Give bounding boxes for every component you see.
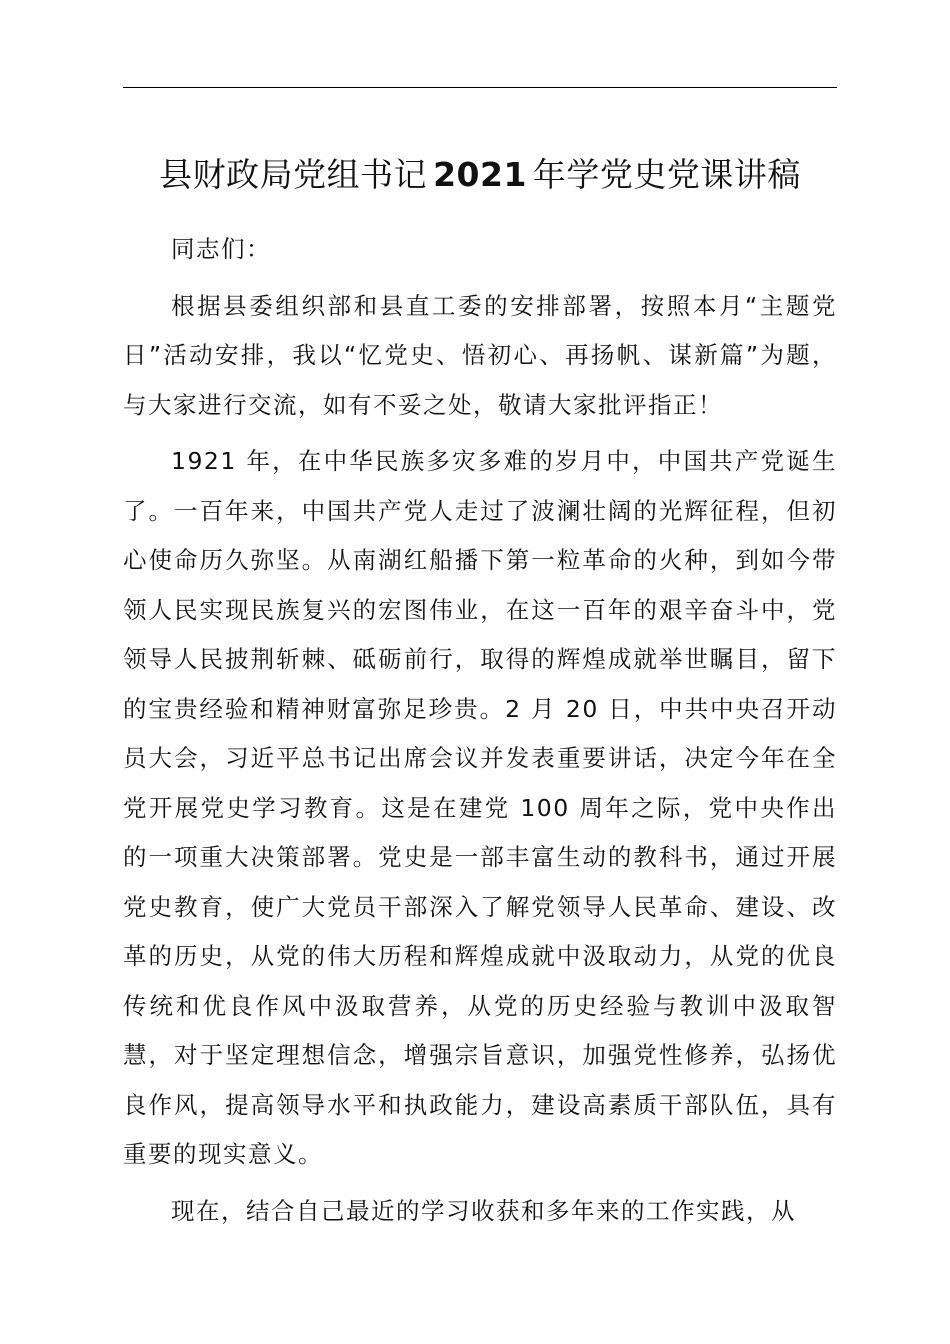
title-suffix: 年学党史党课讲稿 bbox=[532, 155, 801, 194]
document-title bbox=[123, 150, 837, 200]
paragraph-3: 现在，结合自己最近的学习收获和多年来的工作实践，从 bbox=[171, 1196, 796, 1225]
paragraph-2: 1921 年，在中华民族多灾多难的岁月中，中国共产党诞生了。一百年来，中国共产党人走过了波澜壮阔的光辉征程，但初心使命历久弥坚。从南湖红船播下第一粒革命的火种，到如今带领人民实现民族复兴的宏图伟业，在这一百年的艰辛奋斗中，党领导人民披荆斩棘、砥砺前行，取得的辉煌成就举世瞩目，留下的宝贵经验和精神财富弥足珍贵。2 月 20 日，中共中央召开动员大会，习近平总书记出席会议并发表重要讲话，决定今年在全党开展党史学习教育。这是在建党 100 周年之际，党中央作出的一项重大决策部署。党史是一部丰富生动的教科书，通过开展党史教育，使广大党员干部深入了解党领导人民革命、建设、改革的历史，从党的伟大历程和辉煌成就中汲取动力，从党的优良传统和优良作风中汲取营养，从党的历史经验与教训中汲取智慧，对于坚定理想信念，增强宗旨意识，加强党性修养，弘扬优良作风，提高领导水平和执政能力，建设高素质干部队伍，具有重要的现实意义。 bbox=[123, 447, 837, 1168]
header-rule bbox=[123, 87, 837, 88]
greeting: 同志们： bbox=[171, 235, 271, 263]
title-prefix: 县财政局党组书记 bbox=[159, 155, 428, 194]
title-year: 2021 bbox=[433, 155, 527, 194]
document-body bbox=[123, 225, 837, 1243]
paragraph-1: 根据县委组织部和县直工委的安排部署，按照本月“主题党日”活动安排，我以“忆党史、悟初心、再扬帆、谋新篇”为题，与大家进行交流，如有不妥之处，敬请大家批评指正！ bbox=[123, 291, 837, 419]
